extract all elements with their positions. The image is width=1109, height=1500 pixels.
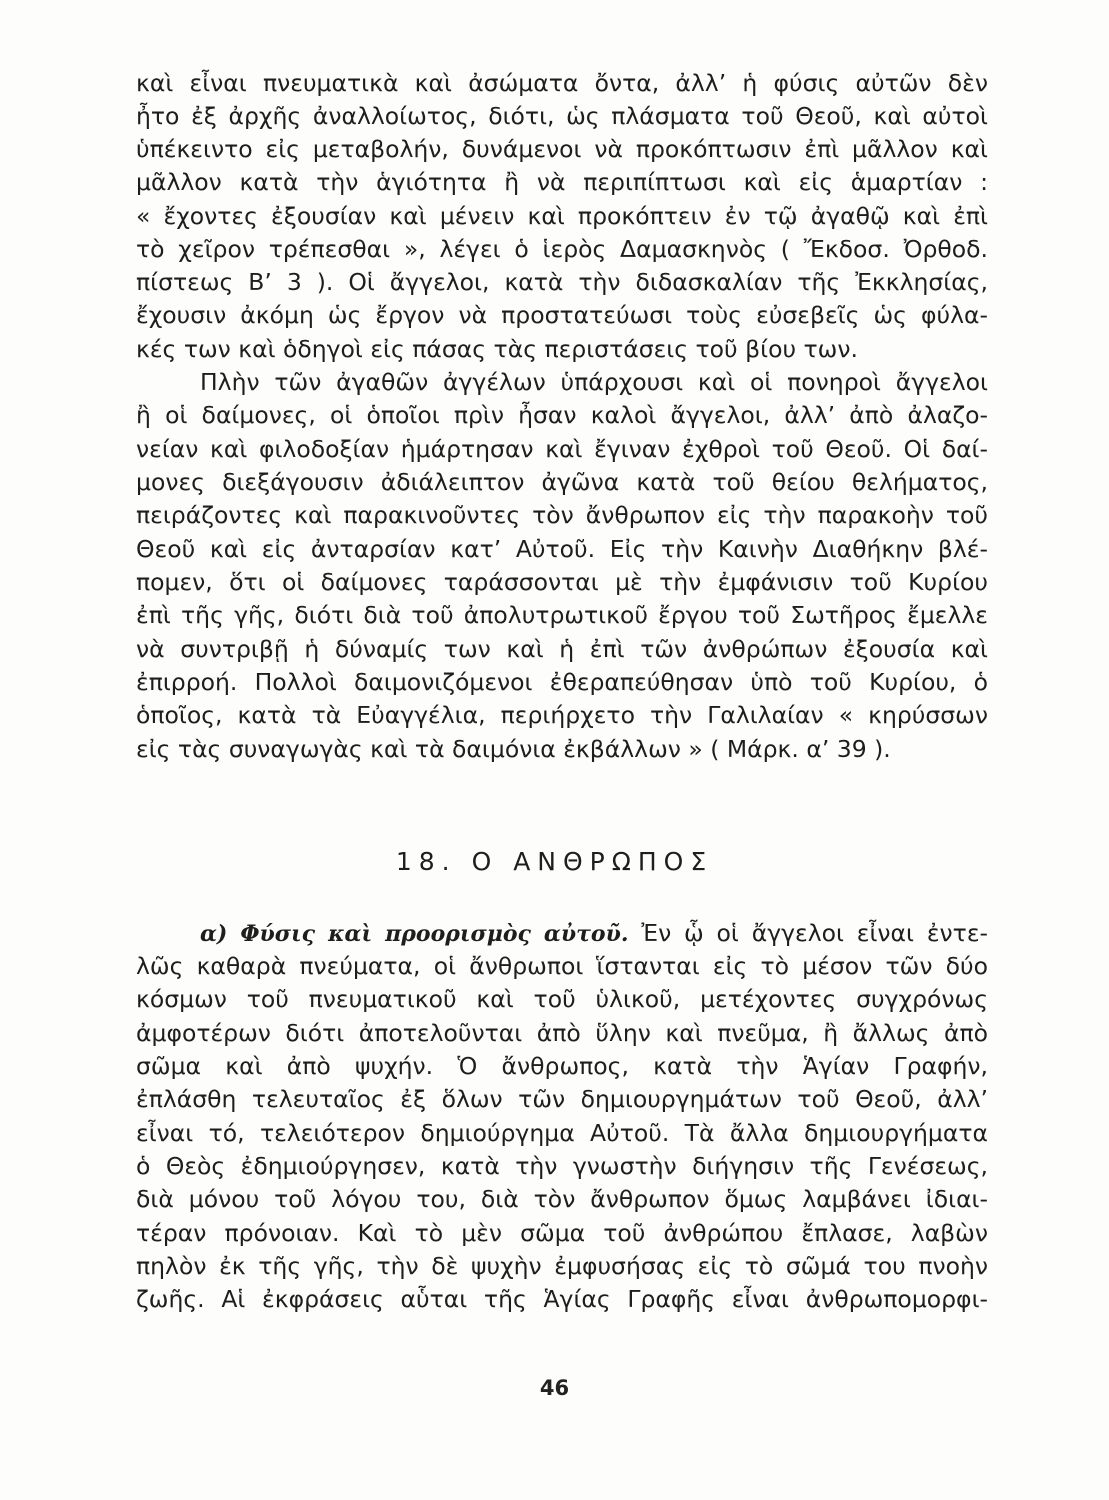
text-line: Πλὴν τῶν ἀγαθῶν ἀγγέλων ὑπάρχουσι καὶ οἱ πονηροὶ ἄγγελοι bbox=[200, 368, 988, 396]
text-line: ἢ οἱ δαίμονες, οἱ ὁποῖοι πρὶν ἦσαν καλοὶ ἄγγελοι, ἀλλ’ ἀπὸ ἀλαζο- bbox=[136, 401, 988, 429]
text-line: νὰ συντριβῇ ἡ δύναμίς των καὶ ἡ ἐπὶ τῶν ἀνθρώπων ἐξουσία καὶ bbox=[136, 635, 988, 663]
text-line: τέραν πρόνοιαν. Καὶ τὸ μὲν σῶμα τοῦ ἀνθρώπου ἔπλασε, λαβὼν bbox=[136, 1219, 988, 1247]
text-line: ἀμφοτέρων διότι ἀποτελοῦνται ἀπὸ ὕλην καὶ πνεῦμα, ἢ ἄλλως ἀπὸ bbox=[136, 1019, 988, 1047]
text-line: ὁποῖος, κατὰ τὰ Εὐαγγέλια, περιήρχετο τὴν Γαλιλαίαν « κηρύσσων bbox=[136, 701, 988, 729]
text-line: πομεν, ὅτι οἱ δαίμονες ταράσσονται μὲ τὴν ἐμφάνισιν τοῦ Κυρίου bbox=[136, 568, 988, 596]
text-line: κές των καὶ ὁδηγοὶ εἰς πάσας τὰς περιστάσεις τοῦ βίου των. bbox=[136, 335, 858, 363]
text-line: πειράζοντες καὶ παρακινοῦντες τὸν ἄνθρωπον εἰς τὴν παρακοὴν τοῦ bbox=[136, 501, 988, 529]
text-line: ἐπλάσθη τελευταῖος ἐξ ὅλων τῶν δημιουργημάτων τοῦ Θεοῦ, ἀλλ’ bbox=[136, 1085, 988, 1113]
subsection-title: α) Φύσις καὶ προορισμὸς αὐτοῦ. bbox=[200, 921, 629, 947]
text-line: ὁ Θεὸς ἐδημιούργησεν, κατὰ τὴν γνωστὴν διήγησιν τῆς Γενέσεως, bbox=[136, 1152, 988, 1180]
text-line-rest: Ἐν ᾧ οἱ ἄγγελοι εἶναι ἐντε- bbox=[628, 919, 988, 947]
text-line: Θεοῦ καὶ εἰς ἀνταρσίαν κατ’ Αὐτοῦ. Εἰς τὴν Καινὴν Διαθήκην βλέ- bbox=[136, 535, 988, 563]
text-line: « ἔχοντες ἐξουσίαν καὶ μένειν καὶ προκόπτειν ἐν τῷ ἀγαθῷ καὶ ἐπὶ bbox=[136, 202, 988, 230]
page-number: 46 bbox=[539, 1376, 570, 1400]
text-line: καὶ εἶναι πνευματικὰ καὶ ἀσώματα ὄντα, ἀλλ’ ἡ φύσις αὐτῶν δὲν bbox=[136, 69, 988, 97]
text-line: νείαν καὶ φιλοδοξίαν ἡμάρτησαν καὶ ἔγιναν ἐχθροὶ τοῦ Θεοῦ. Οἱ δαί- bbox=[136, 435, 988, 463]
text-line: εἶναι τό, τελειότερον δημιούργημα Αὐτοῦ. Τὰ ἄλλα δημιουργήματα bbox=[136, 1119, 988, 1147]
text-line: τὸ χεῖρον τρέπεσθαι », λέγει ὁ ἱερὸς Δαμασκηνὸς ( Ἔκδοσ. Ὀρθοδ. bbox=[136, 235, 988, 263]
text-line: λῶς καθαρὰ πνεύματα, οἱ ἄνθρωποι ἵστανται εἰς τὸ μέσον τῶν δύο bbox=[136, 952, 988, 980]
text-line: μονες διεξάγουσιν ἀδιάλειπτον ἀγῶνα κατὰ τοῦ θείου θελήματος, bbox=[136, 468, 988, 496]
text-line: πίστεως Β’ 3 ). Οἱ ἄγγελοι, κατὰ τὴν διδασκαλίαν τῆς Ἐκκλησίας, bbox=[136, 268, 988, 296]
text-line: ἐπιρροή. Πολλοὶ δαιμονιζόμενοι ἐθεραπεύθησαν ὑπὸ τοῦ Κυρίου, ὁ bbox=[136, 668, 988, 696]
text-line: κόσμων τοῦ πνευματικοῦ καὶ τοῦ ὑλικοῦ, μετέχοντες συγχρόνως bbox=[136, 985, 988, 1013]
text-line bbox=[200, 918, 988, 948]
text-line: πηλὸν ἐκ τῆς γῆς, τὴν δὲ ψυχὴν ἐμφυσήσας εἰς τὸ σῶμά του πνοὴν bbox=[136, 1252, 988, 1280]
section-heading: 18. Ο ΑΝΘΡΩΠΟΣ bbox=[395, 847, 714, 876]
text-line: μᾶλλον κατὰ τὴν ἁγιότητα ἢ νὰ περιπίπτωσι καὶ εἰς ἁμαρτίαν : bbox=[136, 168, 988, 196]
text-line: σῶμα καὶ ἀπὸ ψυχήν. Ὁ ἄνθρωπος, κατὰ τὴν Ἁγίαν Γραφήν, bbox=[136, 1052, 988, 1080]
text-line: διὰ μόνου τοῦ λόγου του, διὰ τὸν ἄνθρωπον ὅμως λαμβάνει ἰδιαι- bbox=[136, 1185, 988, 1213]
text-line: ἐπὶ τῆς γῆς, διότι διὰ τοῦ ἀπολυτρωτικοῦ ἔργου τοῦ Σωτῆρος ἔμελλε bbox=[136, 601, 988, 629]
text-line: εἰς τὰς συναγωγὰς καὶ τὰ δαιμόνια ἐκβάλλων » ( Μάρκ. α’ 39 ). bbox=[136, 735, 891, 763]
text-line: ἔχουσιν ἀκόμη ὡς ἔργον νὰ προστατεύωσι τοὺς εὐσεβεῖς ὡς φύλα- bbox=[136, 301, 988, 329]
text-line: ὑπέκειντο εἰς μεταβολήν, δυνάμενοι νὰ προκόπτωσιν ἐπὶ μᾶλλον καὶ bbox=[136, 135, 988, 163]
text-line: ἦτο ἐξ ἀρχῆς ἀναλλοίωτος, διότι, ὡς πλάσματα τοῦ Θεοῦ, καὶ αὐτοὶ bbox=[136, 102, 988, 130]
text-line: ζωῆς. Αἱ ἐκφράσεις αὗται τῆς Ἁγίας Γραφῆς εἶναι ἀνθρωπομορφι- bbox=[136, 1285, 988, 1313]
